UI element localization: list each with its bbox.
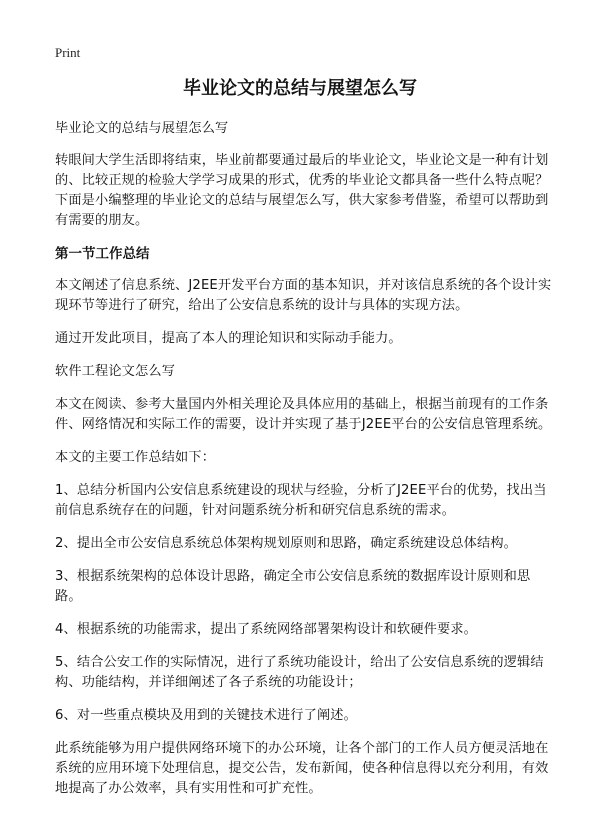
- paragraph: 通过开发此项目，提高了本人的理论知识和实际动手能力。: [55, 331, 402, 346]
- list-item: 1、总结分析国内公安信息系统建设的现状与经验，分析了J2EE平台的优势，找出当前信息系统存在的问题，针对问题系统分析和研究信息系统的需求。: [55, 483, 547, 518]
- document-body: [55, 119, 552, 812]
- document-subtitle: 毕业论文的总结与展望怎么写: [55, 121, 229, 136]
- paragraph: 本文在阅读、参考大量国内外相关理论及具体应用的基础上，根据当前现有的工作条件、网络情况和实际工作的需要，设计并实现了基于J2EE平台的公安信息管理系统。: [55, 397, 552, 432]
- list-item: 2、提出全市公安信息系统总体架构规划原则和思路，确定系统建设总体结构。: [55, 536, 518, 551]
- document-title: 毕业论文的总结与展望怎么写: [183, 78, 417, 99]
- paragraph: 本文的主要工作总结如下：: [55, 450, 216, 465]
- section-heading: 第一节工作总结: [55, 246, 150, 262]
- intro-paragraph: 转眼间大学生活即将结束，毕业前都要通过最后的毕业论文，毕业论文是一种有计划的、比较正规的检验大学学习成果的形式，优秀的毕业论文都具备一些什么特点呢？下面是小编整理的毕业论文的总结与展望怎么写，供大家参考借鉴，希望可以帮助到有需要的朋友。: [55, 153, 549, 228]
- print-link[interactable]: Print: [55, 45, 81, 60]
- closing-paragraph: 此系统能够为用户提供网络环境下的办公环境，让各个部门的工作人员方便灵活地在系统的应用环境下处理信息，提交公告，发布新闻，使各种信息得以充分利用，有效地提高了办公效率，具有实用性和可扩充性。: [55, 741, 549, 796]
- list-item: 6、对一些重点模块及用到的关键技术进行了阐述。: [55, 708, 357, 723]
- paragraph: 软件工程论文怎么写: [55, 364, 176, 379]
- list-item: 3、根据系统架构的总体设计思路，确定全市公安信息系统的数据库设计原则和思路。: [55, 569, 531, 604]
- list-item: 5、结合公安工作的实际情况，进行了系统功能设计，给出了公安信息系统的逻辑结构、功能结构，并详细阐述了各子系统的功能设计；: [55, 655, 544, 690]
- paragraph: 本文阐述了信息系统、J2EE开发平台方面的基本知识，并对该信息系统的各个设计实现环节等进行了研究，给出了公安信息系统的设计与具体的实现方法。: [55, 278, 552, 313]
- list-item: 4、根据系统的功能需求，提出了系统网络部署架构设计和软硬件要求。: [55, 622, 477, 637]
